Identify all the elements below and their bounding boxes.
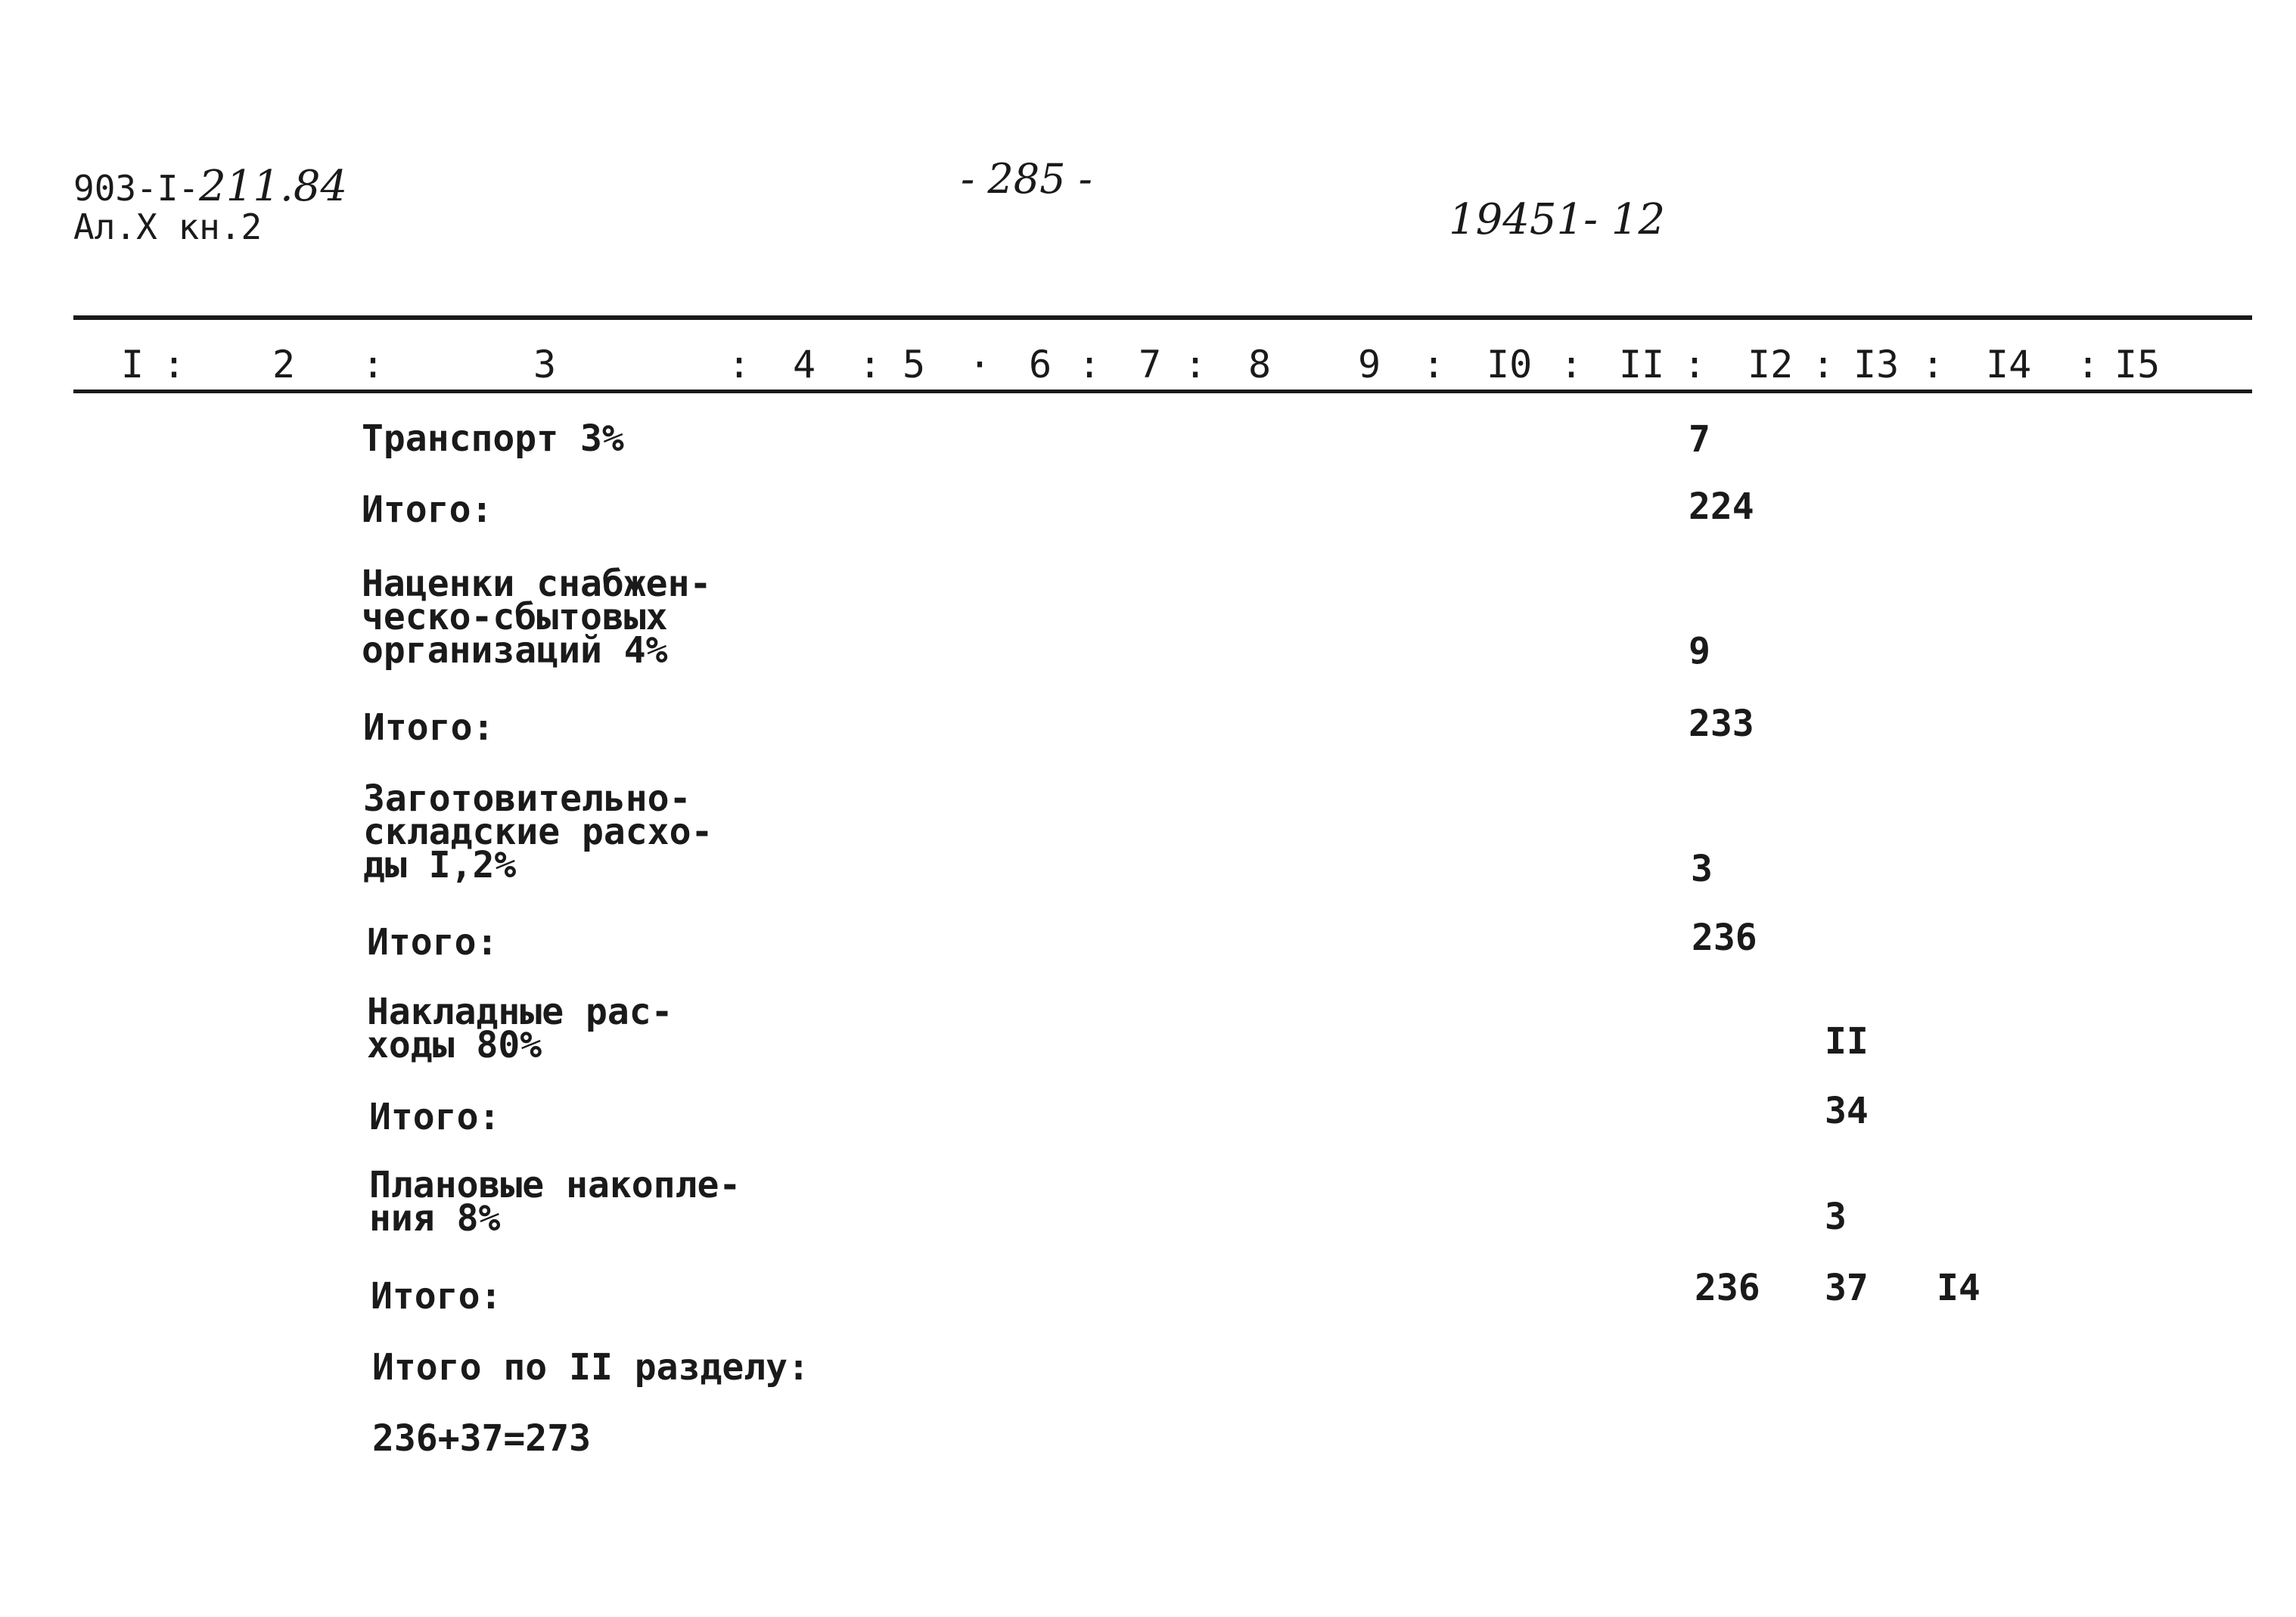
row-label-overhead: Накладные рас- ходы 80% — [367, 991, 673, 1066]
stamp-number: 19451- 12 — [1449, 195, 1666, 244]
column-number: I — [121, 343, 144, 386]
column-number: I3 — [1853, 343, 1900, 386]
column-separator: : — [362, 343, 385, 386]
table-top-rule — [73, 315, 2252, 320]
row-value-col11: 224 — [1689, 486, 1754, 528]
column-number: 8 — [1248, 343, 1272, 386]
column-number: 2 — [272, 343, 296, 386]
column-separator: : — [1184, 343, 1207, 386]
table-header-rule — [73, 390, 2252, 393]
row-value-col11: 233 — [1689, 703, 1754, 745]
row-value-col12: 37 — [1825, 1267, 1869, 1309]
row-label-planned-savings: Плановые накопле- ния 8% — [369, 1164, 741, 1240]
row-value-col11: 7 — [1689, 418, 1710, 461]
column-number: 5 — [903, 343, 926, 386]
column-number: 9 — [1358, 343, 1381, 386]
row-value-col11: 3 — [1691, 848, 1713, 890]
row-value-col12: II — [1825, 1020, 1869, 1063]
section-total-label: Итого по II разделу: — [372, 1346, 809, 1389]
document-code — [73, 162, 348, 211]
row-label-procurement: Заготовительно- складские расхо- ды I,2% — [363, 777, 713, 886]
column-separator: : — [1560, 343, 1583, 386]
column-separator: : — [728, 343, 751, 386]
row-value-col11: 236 — [1692, 917, 1757, 959]
row-value-col11: 9 — [1689, 630, 1710, 672]
column-separator: : — [2077, 343, 2100, 386]
row-label-total: Итого: — [367, 921, 499, 964]
column-number: 4 — [793, 343, 816, 386]
page-number: - 285 - — [961, 155, 1092, 203]
column-separator: : — [859, 343, 882, 386]
column-number: 6 — [1029, 343, 1052, 386]
document-code-handwritten: 211.84 — [199, 162, 348, 211]
row-value-col13: I4 — [1937, 1267, 1981, 1309]
row-label-total: Итого: — [371, 1275, 502, 1317]
column-number: I2 — [1748, 343, 1794, 386]
row-label-total: Итого: — [362, 489, 493, 531]
document-code-prefix: 903-I- — [73, 168, 200, 209]
column-number: 7 — [1139, 343, 1162, 386]
column-separator: : — [1078, 343, 1101, 386]
row-label-markup: Наценки снабжен- ческо-сбытовых организаций 4% — [362, 563, 712, 672]
column-number: II — [1619, 343, 1665, 386]
row-value-col12: 34 — [1825, 1090, 1869, 1132]
column-separator: : — [1422, 343, 1446, 386]
row-value-col11: 236 — [1695, 1267, 1760, 1309]
column-separator: : — [163, 343, 186, 386]
row-value-col12: 3 — [1825, 1196, 1847, 1238]
row-label-total: Итого: — [363, 706, 495, 749]
column-separator: : — [1812, 343, 1835, 386]
row-label-transport: Транспорт 3% — [362, 417, 624, 460]
column-number: I4 — [1986, 343, 2032, 386]
row-label-total: Итого: — [369, 1096, 501, 1138]
column-number: 3 — [533, 343, 557, 386]
column-separator: : — [1922, 343, 1945, 386]
column-separator: : — [1683, 343, 1707, 386]
column-number: I0 — [1487, 343, 1533, 386]
section-total-formula: 236+37=273 — [372, 1417, 591, 1460]
album-label: Ал.Х кн.2 — [73, 206, 263, 247]
column-number: I5 — [2114, 343, 2161, 386]
column-separator: · — [968, 343, 992, 386]
